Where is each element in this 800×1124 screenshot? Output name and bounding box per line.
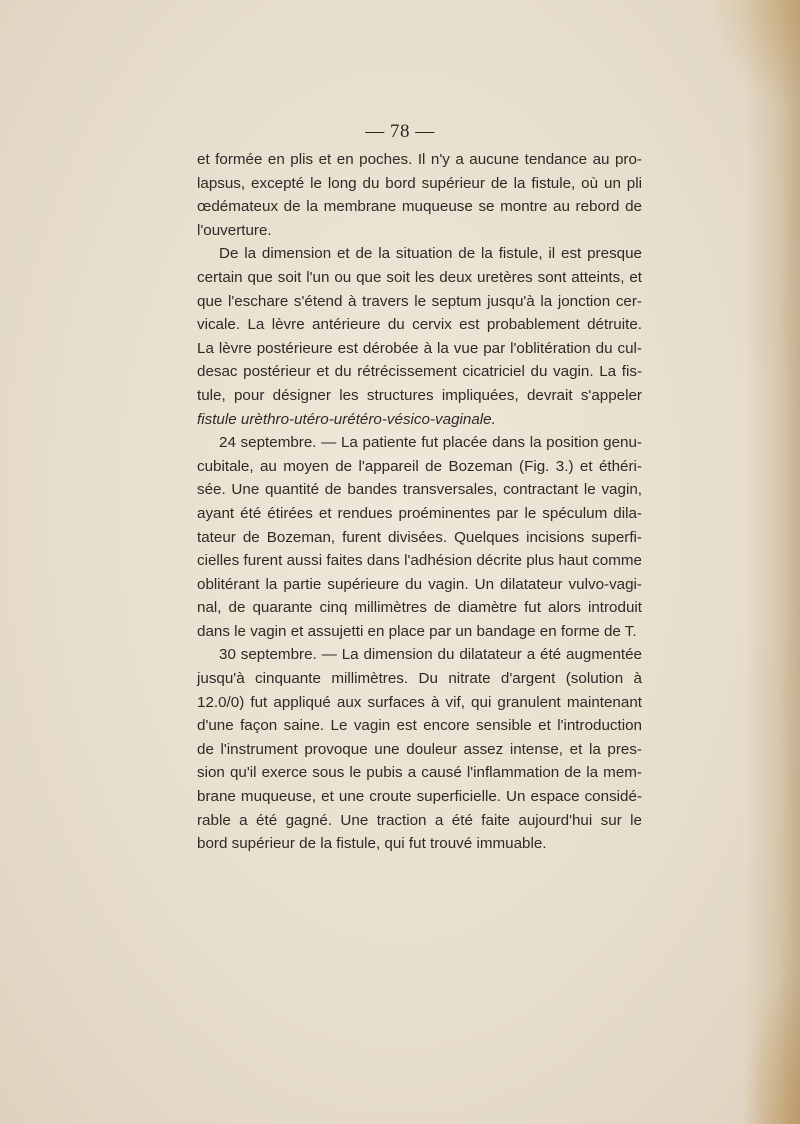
text-line: nal, de quarante cinq millimètres de diamètre fut alors introduit	[197, 599, 642, 617]
text-line: La lèvre postérieure est dérobée à la vue par l'oblitération du cul-	[197, 339, 642, 357]
page-number: — 78 —	[365, 121, 435, 142]
text-line-italic: fistule urèthro-utéro-urétéro-vésico-vaginale.	[197, 410, 496, 428]
text-line: jusqu'à cinquante millimètres. Du nitrate d'argent (solution à	[197, 670, 642, 688]
body-text	[197, 148, 642, 856]
text-line: De la dimension et de la situation de la fistule, il est presque	[219, 245, 642, 263]
text-line: ayant été étirées et rendues proéminentes par le spéculum dila-	[197, 504, 642, 522]
text-line: de l'instrument provoque une douleur assez intense, et la pres-	[197, 740, 642, 758]
text-line: certain que soit l'un ou que soit les deux uretères sont atteints, et	[197, 268, 642, 286]
text-line: d'une façon saine. Le vagin est encore sensible et l'introduction	[197, 717, 642, 735]
page-stain-bottom-right	[740, 964, 800, 1124]
text-line: lapsus, excepté le long du bord supérieur de la fistule, où un pli	[197, 174, 642, 192]
text-line: tateur de Bozeman, furent divisées. Quelques incisions superfi-	[197, 528, 642, 546]
text-line: 12.0/0) fut appliqué aux surfaces à vif, qui granulent maintenant	[197, 693, 642, 711]
text-line: sion qu'il exerce sous le pubis a causé l'inflammation de la mem-	[197, 764, 642, 782]
text-line: bord supérieur de la fistule, qui fut trouvé immuable.	[197, 835, 547, 853]
text-line: 24 septembre. — La patiente fut placée dans la position genu-	[219, 434, 642, 452]
page-edge-shadow	[745, 0, 800, 1124]
text-line: desac postérieur et du rétrécissement cicatriciel du vagin. La fis-	[197, 363, 642, 381]
text-line: rable a été gagné. Une traction a été faite aujourd'hui sur le	[197, 811, 642, 829]
text-line: et formée en plis et en poches. Il n'y a aucune tendance au pro-	[197, 151, 642, 168]
text-line: dans le vagin et assujetti en place par un bandage en forme de T.	[197, 622, 637, 640]
page-stain-top-right	[710, 0, 800, 110]
text-line: sée. Une quantité de bandes transversales, contractant le vagin,	[197, 481, 642, 499]
paragraph-3	[197, 431, 642, 643]
text-line: œdémateux de la membrane muqueuse se montre au rebord de	[197, 198, 642, 216]
text-line: oblitérant la partie supérieure du vagin. Un dilatateur vulvo-vagi-	[197, 575, 642, 593]
paragraph-1	[197, 148, 642, 242]
text-line: 30 septembre. — La dimension du dilatateur a été augmentée	[219, 646, 642, 664]
text-line: que l'eschare s'étend à travers le septum jusqu'à la jonction cer-	[197, 292, 642, 310]
text-line: tule, pour désigner les structures impliquées, devrait s'appeler	[197, 386, 642, 404]
text-line: brane muqueuse, et une croute superficielle. Un espace considé-	[197, 788, 642, 806]
text-line: l'ouverture.	[197, 221, 272, 239]
paragraph-4	[197, 643, 642, 855]
text-line: cielles furent aussi faites dans l'adhésion décrite plus haut comme	[197, 552, 642, 570]
text-line: vicale. La lèvre antérieure du cervix est probablement détruite.	[197, 316, 642, 334]
paragraph-2	[197, 242, 642, 431]
text-line: cubitale, au moyen de l'appareil de Bozeman (Fig. 3.) et éthéri-	[197, 457, 642, 475]
